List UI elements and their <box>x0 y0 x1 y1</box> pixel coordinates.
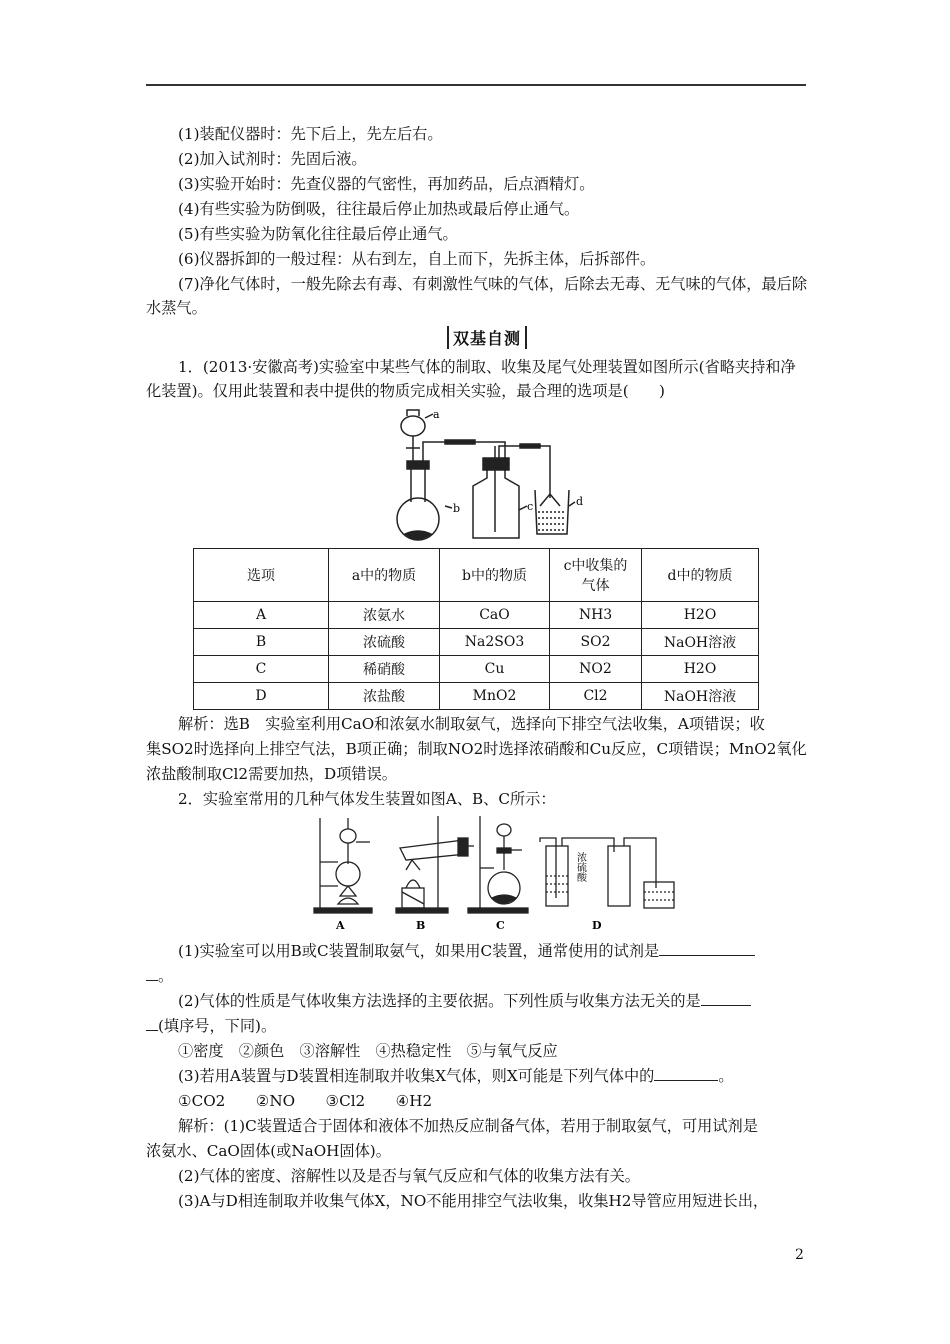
q2-stem: 2．实验室常用的几种气体发生装置如图A、B、C所示： <box>178 790 556 808</box>
answer-blank-2-cont[interactable] <box>146 1030 158 1031</box>
answer-blank-1-cont[interactable] <box>146 980 158 981</box>
answer-blank-3[interactable] <box>654 1080 718 1081</box>
table-cell: Cu <box>440 656 550 683</box>
q2-apparatus-figure <box>308 812 688 934</box>
table-header-row <box>194 549 759 602</box>
q2-sub1-line-1: (1)实验室可以用B或C装置制取氨气，如果用C装置，通常使用的试剂是 <box>178 939 843 963</box>
answer-blank-1[interactable] <box>659 955 755 956</box>
table-cell: 稀硝酸 <box>329 656 440 683</box>
fig-label-d: d <box>576 495 584 508</box>
rule-7: (7)净化气体时，一般先除去有毒、有刺激性气味的气体，后除去无毒、无气味的气体，最后除水蒸气。 <box>146 275 808 317</box>
rule-4: (4)有些实验为防倒吸，往往最后停止加热或最后停止通气。 <box>178 200 580 218</box>
table-cell: B <box>194 629 329 656</box>
table-header-cell: a中的物质 <box>329 549 440 602</box>
q2-sub3-options: ①CO2 ②NO ③Cl2 ④H2 <box>178 1092 433 1110</box>
answer-blank-2[interactable] <box>701 1005 751 1006</box>
section-title: 双基自测 <box>412 326 562 349</box>
q2-sub1-line-2: 。 <box>146 964 811 988</box>
table-row <box>194 629 759 656</box>
q2-sub2-line-2: (填序号，下同)。 <box>146 1014 811 1038</box>
q2-analysis-line-4: (3)A与D相连制取并收集气体X，NO不能用排空气法收集，收集H2导管应用短进长出， <box>178 1192 769 1210</box>
q2-sub2-options: ①密度 ②颜色 ③溶解性 ④热稳定性 ⑤与氧气反应 <box>178 1042 558 1060</box>
q1-analysis-line-3: 浓盐酸制取Cl2需要加热，D项错误。 <box>146 765 397 783</box>
table-header-cell: c中收集的气体 <box>550 549 642 602</box>
rule-3: (3)实验开始时：先查仪器的气密性，再加药品，后点酒精灯。 <box>178 175 595 193</box>
table-cell: NaOH溶液 <box>642 629 759 656</box>
table-cell: SO2 <box>550 629 642 656</box>
fig-label-b: b <box>453 502 461 515</box>
table-cell: NO2 <box>550 656 642 683</box>
table-cell: CaO <box>440 602 550 629</box>
q1-analysis-line-2: 集SO2时选择向上排空气法，B项正确；制取NO2时选择浓硝酸和Cu反应，C项错误；MnO2氧化 <box>146 740 807 758</box>
table-header-cell: d中的物质 <box>642 549 759 602</box>
table-cell: NH3 <box>550 602 642 629</box>
rule-2: (2)加入试剂时：先固后液。 <box>178 150 367 168</box>
fig-label-a: a <box>433 408 440 421</box>
table-cell: MnO2 <box>440 683 550 710</box>
rule-5: (5)有些实验为防氧化往往最后停止通气。 <box>178 225 458 243</box>
fig-label-D: D <box>592 919 602 932</box>
table-cell: C <box>194 656 329 683</box>
table-row <box>194 683 759 710</box>
table-cell: A <box>194 602 329 629</box>
q2-sub3: (3)若用A装置与D装置相连制取并收集X气体，则X可能是下列气体中的 。 <box>178 1067 734 1085</box>
fig-label-B: B <box>416 919 426 932</box>
fig-label-C: C <box>496 919 505 932</box>
q2-sub2-line-1: (2)气体的性质是气体收集方法选择的主要依据。下列性质与收集方法无关的是 <box>178 989 843 1013</box>
table-cell: Na2SO3 <box>440 629 550 656</box>
table-cell: 浓盐酸 <box>329 683 440 710</box>
q2-analysis-line-2: 浓氨水、CaO固体(或NaOH固体)。 <box>146 1142 391 1160</box>
table-cell: Cl2 <box>550 683 642 710</box>
header-rule <box>146 84 806 86</box>
table-cell: D <box>194 683 329 710</box>
table-cell: H2O <box>642 602 759 629</box>
page-number: 2 <box>795 1247 804 1263</box>
q1-table <box>193 548 759 710</box>
q1-stem: 1．(2013·安徽高考)实验室中某些气体的制取、收集及尾气处理装置如图所示(省略夹持和净化装置)。仅用此装置和表中提供的物质完成相关实验，最合理的选项是( ) <box>146 358 796 400</box>
table-cell: 浓硫酸 <box>329 629 440 656</box>
rule-1: (1)装配仪器时：先下后上，先左后右。 <box>178 125 443 143</box>
table-header-cell: b中的物质 <box>440 549 550 602</box>
table-row <box>194 656 759 683</box>
table-row <box>194 602 759 629</box>
fig-label-c: c <box>527 500 534 513</box>
q1-apparatus-figure <box>385 406 595 542</box>
q2-analysis-line-3: (2)气体的密度、溶解性以及是否与氧气反应和气体的收集方法有关。 <box>178 1167 640 1185</box>
fig-label-A: A <box>336 919 345 932</box>
table-cell: NaOH溶液 <box>642 683 759 710</box>
table-cell: H2O <box>642 656 759 683</box>
rule-6: (6)仪器拆卸的一般过程：从右到左，自上而下，先拆主体，后拆部件。 <box>178 250 656 268</box>
q2-analysis-line-1: 解析：(1)C装置适合于固体和液体不加热反应制备气体，若用于制取氨气，可用试剂是 <box>178 1117 758 1135</box>
fig-d-label: 浓硫酸 <box>574 852 586 882</box>
table-header-cell: 选项 <box>194 549 329 602</box>
table-cell: 浓氨水 <box>329 602 440 629</box>
q1-analysis-line-1: 解析：选B 实验室利用CaO和浓氨水制取氨气，选择向下排空气法收集，A项错误；收 <box>178 715 765 733</box>
